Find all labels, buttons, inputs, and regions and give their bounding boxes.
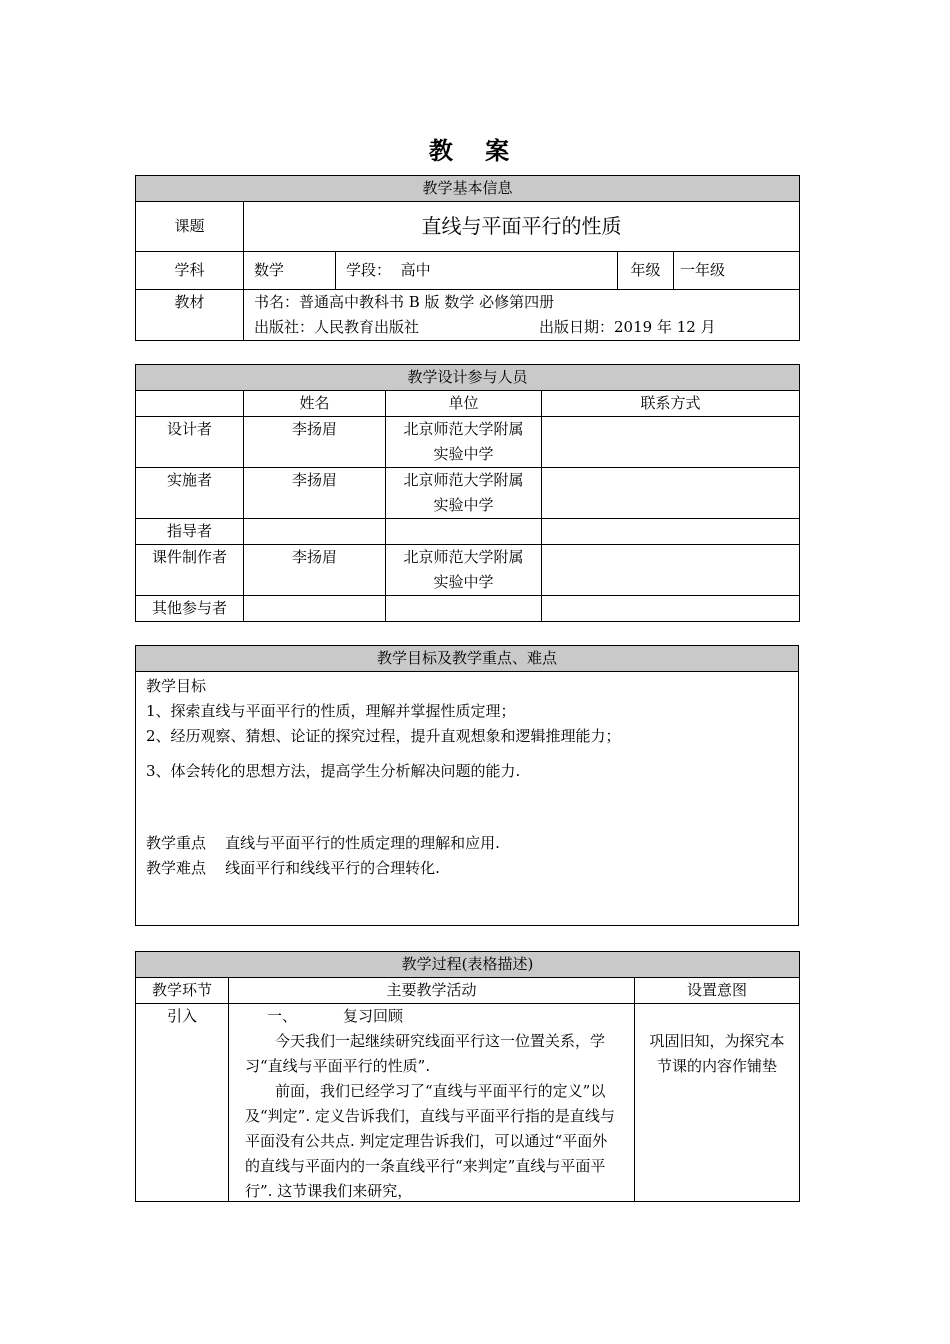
table-row [136, 1004, 800, 1202]
section-num: 一、 [267, 1007, 298, 1025]
staff-name: 李扬眉 [244, 417, 386, 468]
goal-item: 3、体会转化的思想方法，提高学生分析解决问题的能力. [146, 762, 521, 780]
activity-paragraph: 前面，我们已经学习了“直线与平面平行的定义”以及“判定”. 定义告诉我们，直线与平面平行指的是直线与平面没有公共点. 判定定理告诉我们，可以通过“平面外的直线与平面内的一条直线平行“来判定”直线与平面平行”. 这节课我们来研究， [245, 1082, 615, 1200]
staff-unit-line2: 实验中学 [433, 573, 494, 591]
staff-unit [386, 468, 542, 519]
staff-role: 设计者 [136, 417, 244, 468]
section-title: 复习回顾 [343, 1007, 404, 1025]
goals-title: 教学目标 [146, 677, 207, 695]
goal-item: 2、经历观察、猜想、论证的探究过程，提升直观想象和逻辑推理能力； [146, 727, 621, 745]
textbook-pub-date: 出版日期：2019 年 12 月 [539, 318, 716, 336]
staff-contact [542, 519, 800, 545]
staff-unit-line1: 北京师范大学附属 [403, 471, 524, 489]
stage-value: 高中 [400, 261, 431, 279]
staff-unit [386, 417, 542, 468]
activity-paragraph: 今天我们一起继续研究线面平行这一位置关系，学习“直线与平面平行的性质”. [245, 1032, 606, 1075]
table-row [136, 545, 800, 596]
staff-contact [542, 596, 800, 622]
staff-unit [386, 596, 542, 622]
process-table [135, 951, 800, 1202]
basic-info-header: 教学基本信息 [136, 176, 800, 202]
table-row [136, 519, 800, 545]
subject-label: 学科 [136, 252, 244, 290]
section-heading [245, 1004, 618, 1029]
textbook-publisher: 出版社：人民教育出版社 [254, 318, 420, 336]
textbook-label: 教材 [136, 290, 244, 341]
staff-unit-line1: 北京师范大学附属 [403, 420, 524, 438]
staff-col-unit: 单位 [386, 391, 542, 417]
process-col-activity: 主要教学活动 [229, 978, 635, 1004]
basic-info-table [135, 175, 800, 341]
grade-label: 年级 [618, 252, 674, 290]
staff-unit [386, 519, 542, 545]
topic-value: 直线与平面平行的性质 [244, 202, 800, 252]
stage-label: 学段： [346, 261, 392, 279]
key-point [146, 831, 788, 856]
process-header: 教学过程(表格描述) [136, 952, 800, 978]
staff-name [244, 596, 386, 622]
process-col-intent: 设置意图 [635, 978, 800, 1004]
table-row [136, 468, 800, 519]
staff-name [244, 519, 386, 545]
staff-unit-line2: 实验中学 [433, 445, 494, 463]
hard-point-text: 线面平行和线线平行的合理转化. [225, 859, 440, 877]
staff-header: 教学设计参与人员 [136, 365, 800, 391]
process-stage: 引入 [136, 1004, 229, 1202]
goals-table [135, 645, 799, 926]
textbook-publisher-line [254, 315, 793, 340]
process-activity [229, 1004, 635, 1202]
staff-contact [542, 417, 800, 468]
stage-cell [336, 252, 618, 290]
goal-item: 1、探索直线与平面平行的性质，理解并掌握性质定理； [146, 702, 516, 720]
hard-point [146, 856, 788, 881]
process-col-stage: 教学环节 [136, 978, 229, 1004]
topic-label: 课题 [136, 202, 244, 252]
staff-role: 实施者 [136, 468, 244, 519]
textbook-book-line: 书名：普通高中教科书 B 版 数学 必修第四册 [254, 293, 555, 311]
staff-table [135, 364, 800, 622]
staff-unit-line1: 北京师范大学附属 [403, 548, 524, 566]
key-point-text: 直线与平面平行的性质定理的理解和应用. [225, 834, 500, 852]
table-row [136, 417, 800, 468]
key-point-label: 教学重点 [146, 834, 207, 852]
goals-header: 教学目标及教学重点、难点 [136, 646, 799, 672]
page-title: 教 案 [428, 136, 522, 165]
goals-body [136, 672, 799, 926]
staff-name: 李扬眉 [244, 468, 386, 519]
table-row [136, 596, 800, 622]
staff-role: 指导者 [136, 519, 244, 545]
staff-col-role [136, 391, 244, 417]
textbook-info [244, 290, 800, 341]
hard-point-label: 教学难点 [146, 859, 207, 877]
staff-col-contact: 联系方式 [542, 391, 800, 417]
process-intent: 巩固旧知，为探究本节课的内容作铺垫 [635, 1004, 800, 1202]
subject-value: 数学 [244, 252, 336, 290]
staff-role: 其他参与者 [136, 596, 244, 622]
grade-value: 一年级 [674, 252, 800, 290]
staff-name: 李扬眉 [244, 545, 386, 596]
staff-contact [542, 545, 800, 596]
staff-unit [386, 545, 542, 596]
staff-unit-line2: 实验中学 [433, 496, 494, 514]
staff-role: 课件制作者 [136, 545, 244, 596]
staff-contact [542, 468, 800, 519]
staff-col-name: 姓名 [244, 391, 386, 417]
